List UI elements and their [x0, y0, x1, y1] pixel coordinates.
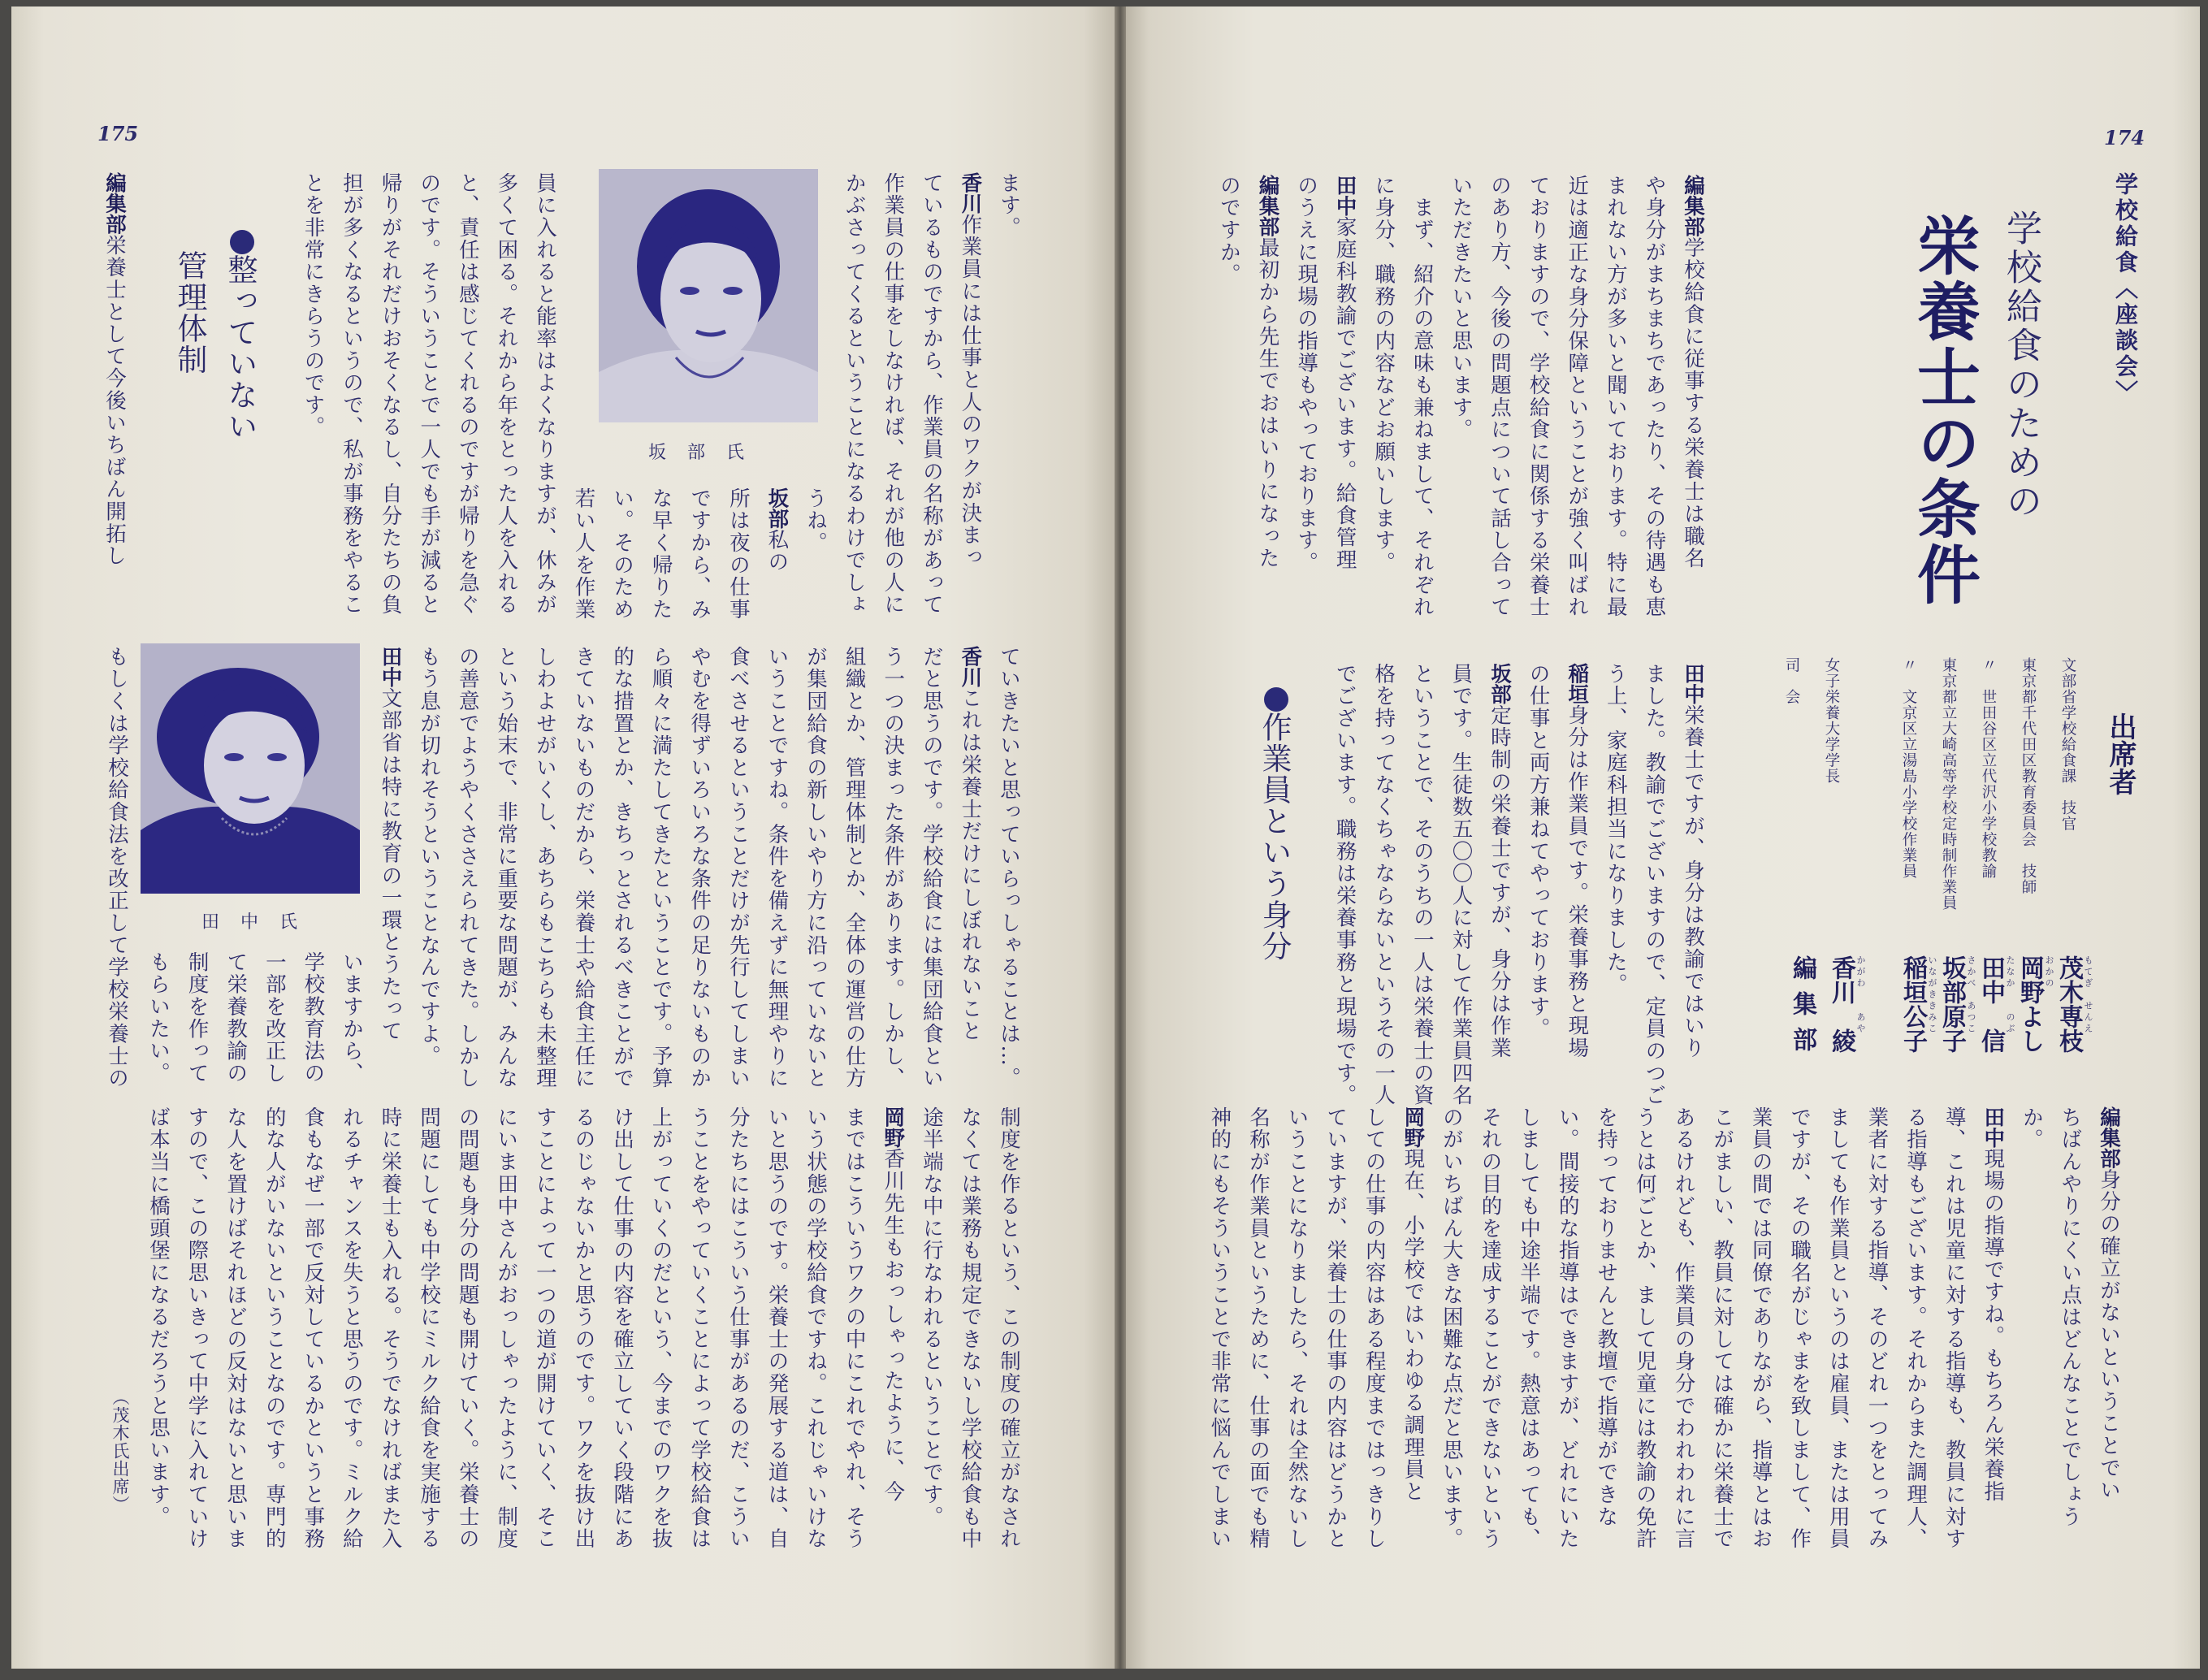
text-column: ら順々に満たしてきたということです。予算 — [648, 646, 673, 1089]
text-column: 食もなぜ一部で反対しているかというと事務 — [301, 1106, 326, 1550]
text-column: い。そのため — [610, 487, 635, 621]
photo-caption-tanaka: 田中氏 — [201, 912, 319, 933]
text-column: ていますが、栄養士の仕事の内容はどうかと — [1323, 1106, 1349, 1550]
text-column: にいま田中さんがおっしゃったように、制度 — [494, 1106, 519, 1550]
text-column: 担が多くなるというので、私が事務をやるこ — [340, 172, 365, 616]
text-column: ておりますので、学校給食に関係する栄養士 — [1526, 175, 1551, 618]
text-block-left-bottom — [138, 1106, 1028, 1550]
text-column: か。 — [2019, 1106, 2044, 1151]
text-column: しましても中途半端です。熱意はあっても、 — [1517, 1106, 1542, 1550]
speaker-name: 香川 — [958, 172, 983, 214]
attendees-label: 出席者 — [2104, 712, 2137, 795]
text-column: あるけれども、作業員の身分でわれわれに言 — [1671, 1106, 1696, 1550]
text-column: を持っておりませんと教壇で指導ができな — [1594, 1106, 1619, 1528]
speech-text: これは栄養士だけにしぼれないこと — [958, 687, 983, 1042]
attendee-names — [1782, 955, 2093, 1063]
text-column — [370, 646, 409, 1089]
text-column: まず、紹介の意味も兼ねまして、それぞれ — [1409, 175, 1435, 618]
text-column: 時に栄養士も入れる。そうでなければまた入 — [378, 1106, 403, 1550]
speaker-name: 田中 — [1681, 663, 1705, 704]
page-number-right: 174 — [2104, 126, 2145, 149]
text-column — [1393, 1106, 1432, 1550]
text-column: け出して仕事の内容を確立していく段階にあ — [610, 1106, 635, 1550]
text-column: いうことですね。条件を備えずに無理やりに — [764, 646, 790, 1089]
text-column: ます。 — [997, 172, 1021, 239]
text-column: いうことになりましたら、それは全然ないし — [1284, 1106, 1310, 1550]
text-block-right-bottom — [1200, 1106, 2128, 1550]
name-text: 香川 綾 — [1827, 955, 1855, 1053]
text-column: 業者に対する指導、そのどれ一つをとってみ — [1864, 1106, 1890, 1550]
text-column: ですから、み — [687, 487, 712, 621]
name-text: 編集部 — [1788, 955, 1816, 1063]
speaker-name: 田中 — [1332, 175, 1357, 216]
text-column: 上がっていくのだという、今までのワクを抜 — [648, 1106, 673, 1550]
text-column: 分たちにはこういう仕事があるのだ、こうい — [725, 1106, 751, 1550]
text-column: ました。教諭でございますので、定員のつご — [1642, 663, 1667, 1106]
furigana: いながききみこ — [1927, 955, 1937, 1035]
text-column: やむを得ずいろいろな条件の足りないものか — [687, 646, 712, 1089]
affiliation: 〃 世田谷区立代沢小学校教諭 — [1980, 657, 1997, 879]
text-column: いと思うのです。栄養士の発展する道は、自 — [764, 1106, 790, 1550]
text-column: もらいたい。 — [146, 951, 171, 1085]
attendee-name — [2049, 955, 2093, 1063]
speech-text: 私の — [764, 529, 790, 574]
text-column — [1557, 663, 1596, 1106]
affiliation: 司 会 — [1783, 657, 1800, 705]
text-column — [757, 487, 796, 621]
text-column: のがいちばん大きな困難な点だと思います。 — [1439, 1106, 1464, 1550]
page-number-left: 175 — [97, 122, 139, 145]
text-column: まではこういうワクの中にこれでやれ、そう — [842, 1106, 867, 1550]
text-column: る指導もございます。それからまた調理人、 — [1903, 1106, 1929, 1550]
attendee-name — [2010, 955, 2054, 1063]
portrait-image — [599, 169, 818, 422]
text-column: ましても作業員というのは雇員、または用員 — [1825, 1106, 1851, 1550]
text-column: のあり方、今後の問題点について話し合って — [1487, 175, 1513, 618]
text-column: て栄養教諭の — [223, 951, 249, 1085]
text-column: もしくは学校給食法を改正して学校栄養士の — [105, 646, 129, 1089]
name-text: 田中 信 — [1976, 955, 2005, 1053]
text-block-right-middle — [1325, 663, 1712, 1106]
speaker-name: 編集部 — [1681, 175, 1705, 237]
text-block-left-middle — [370, 646, 1028, 1089]
portrait-photo-sakabe — [599, 169, 818, 422]
text-column: や身分がまちまちであったり、その待遇も恵 — [1642, 175, 1667, 618]
text-column: いただきたいと思います。 — [1448, 175, 1474, 441]
furigana: おかの — [2044, 955, 2054, 989]
text-column: るのじゃないかと思うのです。ワクを抜け出 — [571, 1106, 596, 1550]
furigana: たなか のぶ — [2005, 955, 2015, 1035]
attendee-affiliations — [1772, 657, 2088, 911]
section-heading-worker-status — [1252, 687, 1296, 962]
text-column: 若い人を作業 — [571, 487, 596, 621]
speech-text: 身分の確立がないということでい — [2097, 1168, 2121, 1501]
text-column: が集団給食の新しいやり方に沿っていないと — [803, 646, 829, 1089]
text-column: に身分、職務の内容などお願いします。 — [1371, 175, 1396, 574]
affiliation: 女子栄養大学学長 — [1823, 657, 1840, 784]
text-column: 問題にしても中学校にミルク給食を実施する — [417, 1106, 442, 1550]
text-column: 格を持ってなくちゃならないというその一人 — [1371, 663, 1396, 1106]
speech-text: 現場の指導ですね。もちろん栄養指 — [1981, 1148, 2006, 1503]
text-column — [1973, 1106, 2012, 1550]
speaker-name: 岡野 — [881, 1106, 906, 1148]
attendee-name — [1971, 955, 2015, 1063]
text-column: きていないものだから、栄養士や給食主任に — [571, 646, 596, 1089]
attendee-name — [1932, 955, 1976, 1063]
text-column: 近は適正な身分保障ということが強く叫ばれ — [1565, 175, 1590, 618]
section-heading-line1: 整っていない — [223, 254, 258, 442]
text-column: 的な措置とか、きちっとされるべきことがで — [610, 646, 635, 1089]
speech-text: 栄養士として今後いちばん開拓し — [102, 234, 127, 567]
text-column: こがましい、教員に対しては確かに栄養士で — [1710, 1106, 1735, 1550]
speech-text: 香川先生もおっしゃったように、今 — [881, 1148, 906, 1503]
text-column: 導、これは児童に対する指導も、教員に対す — [1942, 1106, 1967, 1550]
text-column: のですか。 — [1216, 175, 1241, 286]
photo-caption-sakabe: 坂部氏 — [648, 443, 766, 463]
text-block-left-middle-end — [97, 646, 136, 1089]
speaker-name: 編集部 — [1255, 175, 1280, 237]
speech-text: 栄養士ですが、身分は教諭ではいり — [1681, 704, 1705, 1059]
speech-text: 最初から先生でおはいりになった — [1255, 236, 1280, 569]
text-column: 業員の間では同僚でありながら、指導とはお — [1748, 1106, 1773, 1550]
text-column: まれない方が多いと聞いております。特に最 — [1603, 175, 1628, 618]
affiliation: 〃 文京区立湯島小学校作業員 — [1900, 657, 1917, 879]
text-column: 所は夜の仕事 — [725, 487, 751, 621]
text-column: 制度を作るという、この制度の確立がなされ — [997, 1106, 1021, 1550]
section-heading-text: 作業員という身分 — [1257, 712, 1292, 962]
speech-text: 作業員には仕事と人のワクが決まっ — [958, 214, 983, 569]
text-column: うとは何ごとか、まして児童には教諭の免許 — [1632, 1106, 1657, 1550]
text-column: と、責任は感じてくれるのですが帰りを急ぐ — [455, 172, 480, 616]
text-column: すので、この際思いきって中学に入れていけ — [184, 1106, 210, 1550]
speaker-name: 稲垣 — [1565, 663, 1590, 704]
name-text: 坂部原子 — [1937, 955, 1966, 1053]
text-column: 的な人がいないということなのです。専門的 — [262, 1106, 287, 1550]
bullet-icon — [230, 230, 254, 254]
text-column: な早く帰りた — [648, 487, 673, 621]
text-column — [950, 172, 989, 616]
name-text: 稲垣公子 — [1898, 955, 1927, 1053]
text-column: のです。そういうことで一人でも手が減ると — [417, 172, 442, 616]
section-heading-line2: 管理体制 — [172, 250, 207, 375]
text-column: ば本当に橋頭堡になるだろうと思います。 — [145, 1106, 171, 1528]
text-block-left-upper-c — [94, 172, 133, 567]
text-column — [1673, 175, 1712, 618]
text-column: ちばんやりにくい点はどんなことでしょう — [2058, 1106, 2083, 1528]
speaker-name: 田中 — [1981, 1106, 2006, 1148]
text-column — [1325, 175, 1364, 618]
speech-text: 文部省は特に教育の一環とうたって — [378, 687, 403, 1042]
text-column: 途半端な中に行なわれるということです。 — [919, 1106, 944, 1528]
text-column: いう状態の学校給食ですね。これじゃいけな — [803, 1106, 829, 1550]
attendee-name — [1893, 955, 1937, 1063]
text-column: 神的にもそういうことで非常に悩んでしまい — [1207, 1106, 1232, 1550]
speaker-name: 編集部 — [2097, 1106, 2121, 1169]
text-column: 組織とか、管理体制とか、全体の運営の仕方 — [842, 646, 867, 1089]
text-column — [1479, 663, 1518, 1106]
text-column: ていきたいと思っていらっしゃることは…。 — [997, 646, 1021, 1089]
speaker-name: 坂部 — [1487, 663, 1513, 704]
affiliation: 東京都千代田区教育委員会 技師 — [2020, 657, 2037, 895]
moderator-name — [1782, 955, 1821, 1063]
text-column: だと思うのです。学校給食には集団給食とい — [919, 646, 944, 1089]
text-column: う上、家庭科担当になりました。 — [1603, 663, 1628, 996]
text-column — [94, 172, 133, 567]
text-block-left-under-photo2 — [138, 951, 370, 1085]
text-block-right-upper — [1209, 175, 1712, 618]
text-column — [1248, 175, 1287, 618]
name-text: 茂木専枝 — [2054, 955, 2083, 1053]
text-column: 帰りがそれだけおそくなるし、自分たちの負 — [378, 172, 403, 616]
text-column: しての仕事の内容はある程度まではっきりし — [1362, 1106, 1387, 1550]
text-column: それの目的を達成することができないという — [1478, 1106, 1503, 1550]
text-block-left-upper-a — [834, 172, 1028, 616]
speaker-name: 田中 — [378, 646, 403, 687]
furigana: さかべ あつこ — [1966, 955, 1976, 1035]
text-column: 員です。生徒数五〇〇人に対して作業員四名 — [1448, 663, 1474, 1106]
text-column: の善意でようやくささえられてきた。しかし — [455, 646, 480, 1089]
attendee-name — [1821, 955, 1866, 1063]
name-text: 岡野よし — [2015, 955, 2044, 1053]
text-column: れるチャンスを失うと思うのです。ミルク給 — [339, 1106, 364, 1550]
text-column: 学校教育法の — [301, 951, 326, 1085]
portrait-photo-tanaka — [141, 643, 360, 894]
text-column: 一部を改正し — [262, 951, 287, 1085]
text-column — [873, 1106, 912, 1550]
text-column: でございます。職務は栄養事務と現場です。 — [1332, 663, 1357, 1106]
speaker-name: 坂部 — [764, 487, 790, 529]
text-column: な人を置けばそれほどの反対はないと思いま — [223, 1106, 249, 1550]
attendance-note: （茂木氏出席） — [110, 1388, 130, 1513]
speaker-name: 香川 — [958, 646, 983, 687]
text-column: 制度を作って — [184, 951, 210, 1085]
text-column: という始末で、非常に重要な問題が、みんな — [494, 646, 519, 1089]
text-column: ということで、そのうちの一人は栄養士の資 — [1409, 663, 1435, 1106]
text-column: すことによって一つの道が開けていく、そこ — [532, 1106, 557, 1550]
text-column: ているものですから、作業員の名称があって — [919, 172, 944, 616]
text-column: かぶさってくるということになるわけでしょ — [842, 172, 867, 616]
text-column: もう息が切れそうということなんですよ。 — [417, 646, 442, 1067]
text-column: 名称が作業員というために、仕事の面でも精 — [1245, 1106, 1271, 1550]
speaker-name: 岡野 — [1401, 1106, 1426, 1148]
text-block-left-upper-b — [293, 172, 564, 616]
text-column: うことをやっていくことによって学校給食は — [687, 1106, 712, 1550]
series-label: 学校給食〈座談会〉 — [2112, 172, 2139, 406]
article-subtitle: 学校給食のための — [2000, 210, 2041, 522]
speech-text: 家庭科教諭でございます。給食管理 — [1332, 216, 1357, 571]
portrait-image — [141, 643, 360, 894]
section-heading-management — [218, 230, 262, 442]
text-column: い。間接的な指導はできますが、どれにいた — [1555, 1106, 1580, 1550]
text-column: の仕事と両方兼ねてやっております。 — [1526, 663, 1551, 1041]
text-column: 作業員の仕事をしなければ、それが他の人に — [881, 172, 906, 616]
book-gutter — [1115, 6, 1126, 1669]
text-column — [2089, 1106, 2128, 1550]
text-column: うね。 — [803, 487, 828, 554]
furigana: もてぎ せんえ — [2083, 955, 2093, 1035]
speech-text: 定時制の栄養士ですが、身分は作業 — [1487, 704, 1513, 1059]
text-column: の問題も身分の問題も開けていく。栄養士の — [455, 1106, 480, 1550]
text-column: 員に入れると能率はよくなりますが、休みが — [533, 172, 557, 616]
text-block-left-under-photo — [564, 487, 834, 621]
speech-text: 学校給食に従事する栄養士は職名 — [1681, 236, 1705, 569]
affiliation: 文部省学校給食課 技官 — [2059, 657, 2076, 832]
bullet-icon — [1264, 687, 1288, 712]
text-column: 多くて困る。それから年をとった人を入れる — [494, 172, 519, 616]
speech-text: 身分は作業員です。栄養事務と現場 — [1565, 704, 1590, 1059]
text-column — [1673, 663, 1712, 1106]
text-column: しわよせがいくし、あちらもこちらも未整理 — [532, 646, 557, 1089]
speech-text: 現在、小学校ではいわゆる調理員と — [1401, 1148, 1426, 1503]
text-column: ですが、その職名がじゃまを致しまして、作 — [1787, 1106, 1812, 1550]
furigana: かがわ あや — [1855, 955, 1866, 1035]
text-column: いますから、 — [340, 951, 364, 1085]
text-column: とを非常にきらうのです。 — [301, 172, 326, 439]
text-column: なくては業務も規定できないし学校給食も中 — [958, 1106, 983, 1550]
text-column: う一つの決まった条件があります。しかし、 — [881, 646, 906, 1089]
affiliation: 東京都立大崎高等学校定時制作業員 — [1940, 657, 1957, 911]
speaker-name: 編集部 — [102, 172, 127, 235]
text-column: のうえに現場の指導もやっております。 — [1294, 175, 1319, 574]
text-column — [950, 646, 989, 1089]
text-column: 食べさせるということだけが先行してしまい — [725, 646, 751, 1089]
article-title: 栄養士の条件 — [1907, 213, 1981, 608]
